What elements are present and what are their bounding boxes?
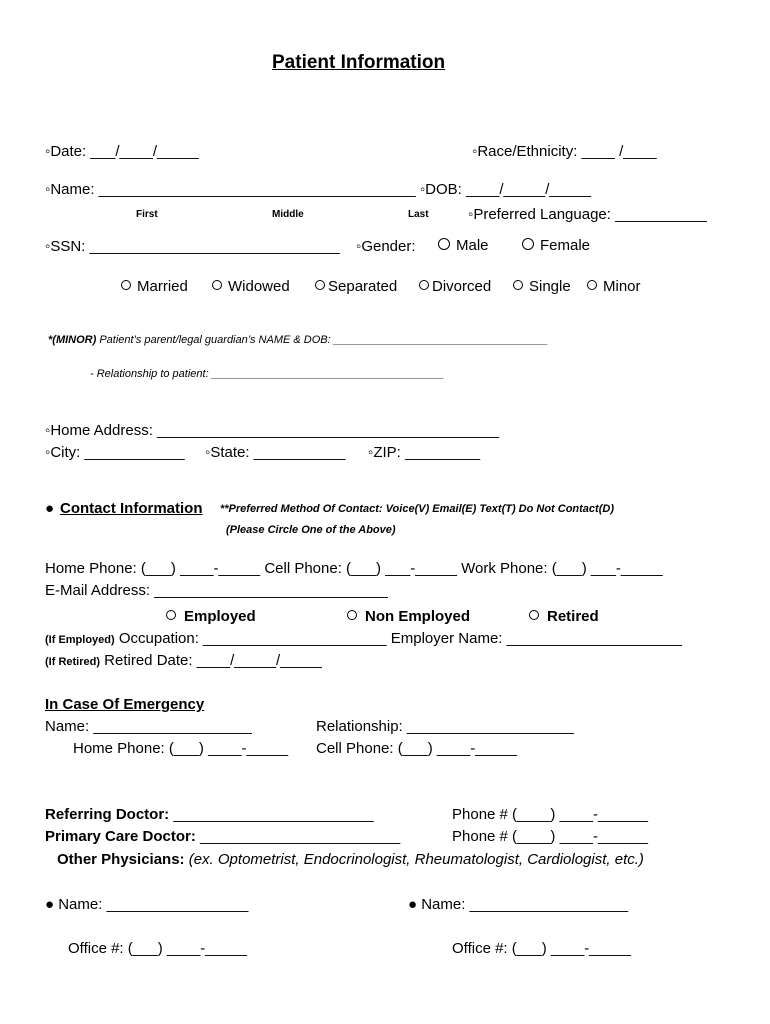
minor-guardian-text: Patient’s parent/legal guardian’s NAME & DOB: ___________________________________ bbox=[96, 334, 548, 346]
date-field[interactable]: ◦Date: ___/____/_____ bbox=[45, 143, 199, 160]
page-title: Patient Information bbox=[272, 52, 446, 73]
if-retired-label: (If Retired) bbox=[45, 656, 100, 668]
radio-circle-icon bbox=[212, 280, 222, 290]
single-label: Single bbox=[529, 278, 571, 295]
primary-care-doctor-phone[interactable]: Phone # (____) ____-______ bbox=[452, 828, 648, 845]
preferred-language-field[interactable]: ◦Preferred Language: ___________ bbox=[468, 206, 707, 223]
primary-care-doctor-field[interactable] bbox=[45, 828, 400, 846]
radio-circle-icon bbox=[121, 280, 131, 290]
relationship-to-patient-field[interactable]: - Relationship to patient: ______________________________________ bbox=[90, 368, 445, 380]
marital-option-single[interactable] bbox=[513, 278, 571, 296]
name-dob-row[interactable]: ◦Name: ______________________________________ ◦DOB: ____/_____/_____ bbox=[45, 181, 592, 198]
phones-row[interactable]: Home Phone: (___) ____-_____ Cell Phone: (___) ___-_____ Work Phone: (___) ___-_____ bbox=[45, 560, 663, 577]
employed-label: Employed bbox=[184, 608, 256, 625]
zip-field[interactable]: ◦ZIP: _________ bbox=[368, 444, 481, 461]
emergency-relationship-field[interactable]: Relationship: ____________________ bbox=[316, 718, 574, 735]
referring-doctor-label: Referring Doctor: bbox=[45, 806, 170, 823]
primary-care-doctor-label: Primary Care Doctor: bbox=[45, 828, 196, 845]
name-last-label: Last bbox=[408, 209, 429, 220]
radio-circle-icon bbox=[438, 238, 450, 250]
divorced-label: Divorced bbox=[432, 278, 492, 295]
other-physicians-label: Other Physicians: bbox=[57, 851, 185, 868]
contact-information-heading: Contact Information bbox=[60, 500, 203, 517]
city-field[interactable]: ◦City: ____________ bbox=[45, 444, 185, 461]
widowed-label: Widowed bbox=[228, 278, 290, 295]
radio-circle-icon bbox=[315, 280, 325, 290]
radio-circle-icon bbox=[529, 610, 539, 620]
race-ethnicity-field[interactable]: ◦Race/Ethnicity: ____ /____ bbox=[472, 143, 657, 160]
name-first-label: First bbox=[136, 209, 158, 220]
occupation-employer-row[interactable] bbox=[45, 630, 682, 648]
radio-circle-icon bbox=[166, 610, 176, 620]
separated-label: Separated bbox=[328, 278, 398, 295]
radio-circle-icon bbox=[419, 280, 429, 290]
physician-1-office-field[interactable]: Office #: (___) ____-_____ bbox=[68, 940, 248, 957]
radio-circle-icon bbox=[513, 280, 523, 290]
physician-2-office-field[interactable]: Office #: (___) ____-_____ bbox=[452, 940, 632, 957]
other-physicians-row bbox=[57, 851, 644, 869]
gender-option-male[interactable] bbox=[438, 237, 489, 255]
employment-option-non-employed[interactable] bbox=[347, 608, 470, 626]
occupation-employer-text: Occupation: ______________________ Employer Name: _____________________ bbox=[114, 630, 682, 647]
employment-option-employed[interactable] bbox=[166, 608, 256, 626]
minor-guardian-field[interactable] bbox=[48, 333, 548, 347]
marital-option-minor[interactable] bbox=[587, 278, 641, 296]
other-physicians-examples: (ex. Optometrist, Endocrinologist, Rheumatologist, Cardiologist, etc.) bbox=[184, 851, 644, 868]
minor-tag: *(MINOR) bbox=[48, 334, 97, 346]
gender-female-label: Female bbox=[540, 237, 591, 254]
gender-male-label: Male bbox=[456, 237, 489, 254]
gender-label: ◦Gender: bbox=[356, 238, 416, 255]
referring-doctor-line: ________________________ bbox=[169, 806, 374, 823]
gender-option-female[interactable] bbox=[522, 237, 590, 255]
marital-option-widowed[interactable] bbox=[212, 278, 290, 296]
state-field[interactable]: ◦State: ___________ bbox=[205, 444, 346, 461]
referring-doctor-field[interactable] bbox=[45, 806, 374, 824]
retired-date-row[interactable] bbox=[45, 652, 322, 670]
contact-bullet: ● bbox=[45, 500, 55, 517]
name-middle-label: Middle bbox=[272, 209, 304, 220]
physician-2-name-field[interactable]: ● Name: ___________________ bbox=[408, 896, 629, 913]
circle-one-note: (Please Circle One of the Above) bbox=[226, 524, 396, 536]
employment-option-retired[interactable] bbox=[529, 608, 599, 626]
physician-1-name-field[interactable]: ● Name: _________________ bbox=[45, 896, 249, 913]
marital-option-divorced[interactable] bbox=[419, 278, 491, 296]
non-employed-label: Non Employed bbox=[365, 608, 471, 625]
married-label: Married bbox=[137, 278, 188, 295]
marital-option-married[interactable] bbox=[121, 278, 188, 296]
emergency-name-field[interactable]: Name: ___________________ bbox=[45, 718, 252, 735]
emergency-cell-phone-field[interactable]: Cell Phone: (___) ____-_____ bbox=[316, 740, 517, 757]
referring-doctor-phone[interactable]: Phone # (____) ____-______ bbox=[452, 806, 648, 823]
marital-option-separated[interactable] bbox=[315, 278, 397, 296]
home-address-field[interactable]: ◦Home Address: _________________________________________ bbox=[45, 422, 500, 439]
radio-circle-icon bbox=[522, 238, 534, 250]
minor-label: Minor bbox=[603, 278, 641, 295]
emergency-home-phone-field[interactable]: Home Phone: (___) ____-_____ bbox=[73, 740, 289, 757]
email-field[interactable]: E-Mail Address: ____________________________ bbox=[45, 582, 388, 599]
radio-circle-icon bbox=[587, 280, 597, 290]
if-employed-label: (If Employed) bbox=[45, 634, 115, 646]
preferred-contact-method[interactable]: **Preferred Method Of Contact: Voice(V) Email(E) Text(T) Do Not Contact(D) bbox=[220, 503, 614, 515]
ssn-field[interactable]: ◦SSN: ______________________________ bbox=[45, 238, 340, 255]
radio-circle-icon bbox=[347, 610, 357, 620]
retired-label: Retired bbox=[547, 608, 599, 625]
primary-care-doctor-line: ________________________ bbox=[195, 828, 401, 845]
retired-date-text: Retired Date: ____/_____/_____ bbox=[100, 652, 322, 669]
emergency-heading: In Case Of Emergency bbox=[45, 696, 205, 713]
